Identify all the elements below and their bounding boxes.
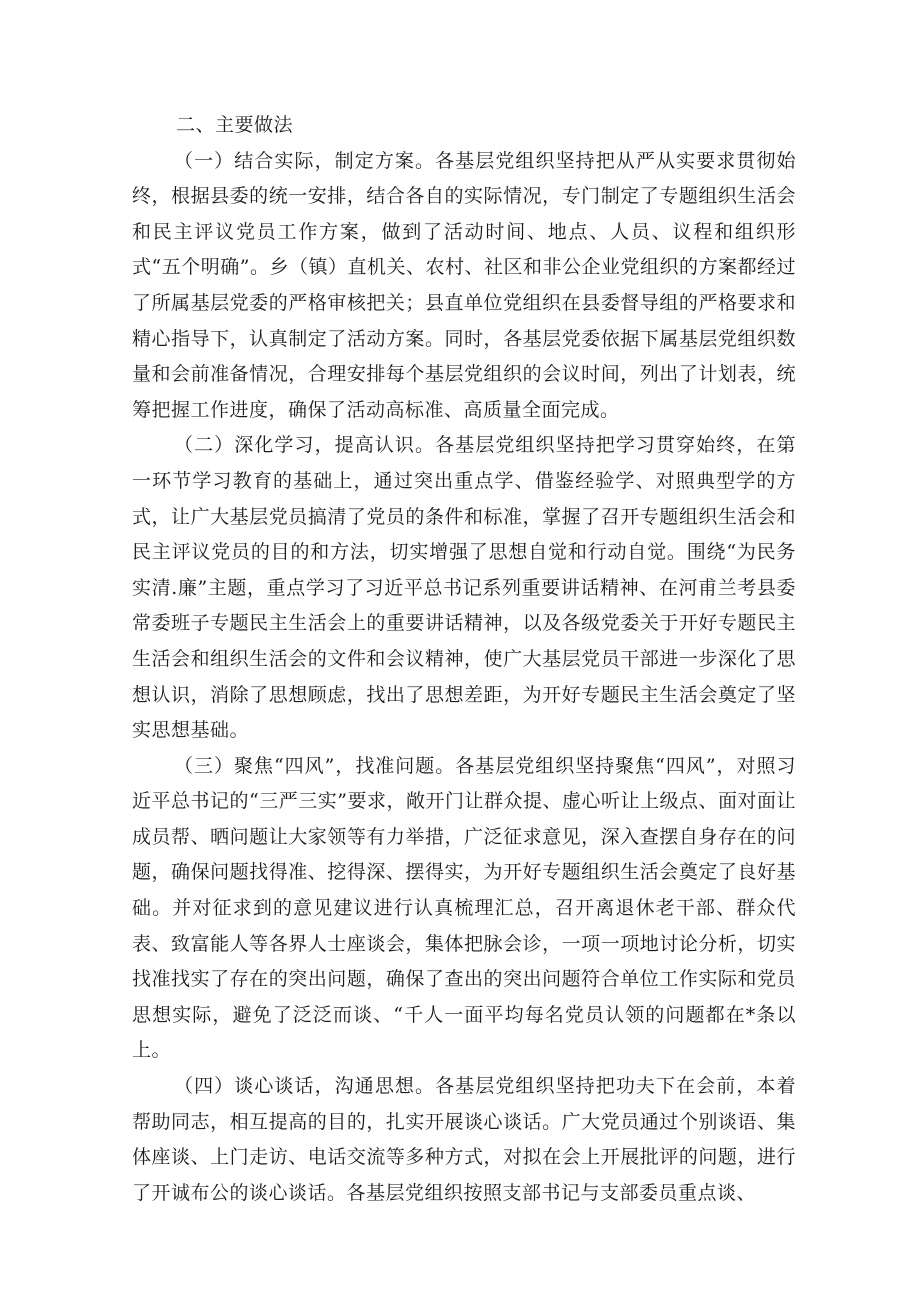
paragraph-problems: （三）聚焦“四风”，找准问题。各基层党组织坚持聚焦“四风”，对照习近平总书记的“三严三实”要求，敞开门让群众提、虚心听让上级点、面对面让成员帮、晒问题让大家领等有力举措，广泛征求意见，深入查摆自身存在的问题，确保问题找得准、挖得深、摆得实，为开好专题组织生活会奠定了良好基础。并对征求到的意见建议进行认真梳理汇总，召开离退休老干部、群众代表、致富能人等各界人士座谈会，集体把脉会诊，一项一项地讨论分析，切实找准找实了存在的突出问题，确保了查出的突出问题符合单位工作实际和党员思想实际，避免了泛泛而谈、“千人一面平均每名党员认领的问题都在*条以上。 bbox=[132, 754, 796, 1062]
section-heading: 二、主要做法 bbox=[176, 114, 294, 136]
paragraph-talks: （四）谈心谈话，沟通思想。各基层党组织坚持把功夫下在会前，本着帮助同志，相互提高的目的，扎实开展谈心谈话。广大党员通过个别谈语、集体座谈、上门走访、电话交流等多种方式，对拟在会上开展批评的问题，进行了开诚布公的谈心谈话。各基层党组织按照支部书记与支部委员重点谈、 bbox=[132, 1075, 796, 1204]
document-body bbox=[132, 108, 796, 1211]
paragraph-study: （二）深化学习，提高认识。各基层党组织坚持把学习贯穿始终，在第一环节学习教育的基础上，通过突出重点学、借鉴经验学、对照典型学的方式，让广大基层党员搞清了党员的条件和标准，掌握了召开专题组织生活会和民主评议党员的目的和方法，切实增强了思想自觉和行动自觉。围绕“为民务实清.廉”主题，重点学习了习近平总书记系列重要讲话精神、在河甫兰考县委常委班子专题民主生活会上的重要讲话精神，以及各级党委关于开好专题民主生活会和组织生活会的文件和会议精神，使广大基层党员干部进一步深化了思想认识，消除了思想顾虑，找出了思想差距，为开好专题民主生活会奠定了坚实思想基础。 bbox=[132, 434, 796, 742]
paragraph-plan: （一）结合实际，制定方案。各基层党组织坚持把从严从实要求贯彻始终，根据县委的统一安排，结合各自的实际情况，专门制定了专题组织生活会和民主评议党员工作方案，做到了活动时间、地点、人员、议程和组织形式“五个明确”。乡（镇）直机关、农村、社区和非公企业党组织的方案都经过了所属基层党委的严格审核把关；县直单位党组织在县委督导组的严格要求和精心指导下，认真制定了活动方案。同时，各基层党委依据下属基层党组织数量和会前准备情况，合理安排每个基层党组织的会议时间，列出了计划表，统筹把握工作进度，确保了活动高标准、高质量全面完成。 bbox=[132, 149, 796, 421]
